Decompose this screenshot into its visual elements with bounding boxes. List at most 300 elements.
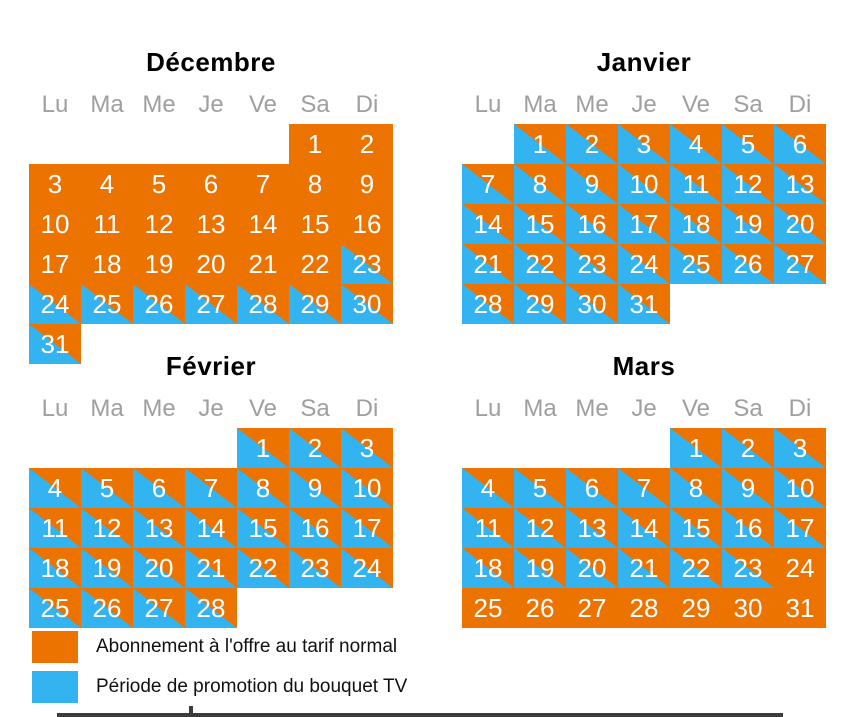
day-cell-promo bbox=[670, 164, 722, 204]
empty-cell bbox=[133, 428, 185, 468]
weekday-label: Ve bbox=[681, 395, 711, 422]
day-cell-promo bbox=[29, 588, 81, 628]
day-number: 22 bbox=[248, 553, 278, 583]
day-cell-promo bbox=[618, 124, 670, 164]
day-number: 7 bbox=[480, 169, 496, 199]
day-number: 17 bbox=[352, 513, 382, 543]
day-number: 14 bbox=[629, 513, 659, 543]
weekday-label: Ve bbox=[248, 91, 278, 118]
day-number: 28 bbox=[248, 289, 278, 319]
day-cell-promo bbox=[462, 548, 514, 588]
day-cell-promo bbox=[81, 508, 133, 548]
day-number: 8 bbox=[307, 169, 323, 199]
weekday-label: Di bbox=[355, 91, 379, 118]
empty-cell bbox=[237, 124, 289, 164]
day-number: 21 bbox=[248, 249, 278, 279]
day-number: 25 bbox=[40, 593, 70, 623]
day-cell-promo bbox=[133, 508, 185, 548]
month-title: Février bbox=[165, 351, 257, 381]
day-cell-promo bbox=[29, 468, 81, 508]
day-number: 17 bbox=[785, 513, 815, 543]
day-cell-promo bbox=[185, 284, 237, 324]
weekday-header bbox=[29, 396, 393, 422]
weekday-label: Me bbox=[142, 395, 176, 422]
day-number: 3 bbox=[47, 169, 63, 199]
day-cell-normal bbox=[185, 204, 237, 244]
empty-cell bbox=[185, 428, 237, 468]
weekday-label: Lu bbox=[41, 395, 69, 422]
normal-rate-swatch bbox=[32, 631, 78, 663]
day-number: 4 bbox=[480, 473, 496, 503]
day-cell-normal bbox=[81, 204, 133, 244]
day-number: 30 bbox=[352, 289, 382, 319]
day-number: 19 bbox=[92, 553, 122, 583]
empty-cell bbox=[566, 428, 618, 468]
day-number: 21 bbox=[196, 553, 226, 583]
day-number: 9 bbox=[307, 473, 323, 503]
day-number: 25 bbox=[92, 289, 122, 319]
day-number: 20 bbox=[577, 553, 607, 583]
weekday-label: Sa bbox=[300, 91, 330, 118]
day-number: 11 bbox=[41, 513, 69, 543]
day-cell-promo bbox=[341, 244, 393, 284]
day-cell-promo bbox=[341, 428, 393, 468]
day-cell-normal bbox=[133, 204, 185, 244]
day-cell-promo bbox=[722, 164, 774, 204]
day-number: 9 bbox=[359, 169, 375, 199]
day-number: 24 bbox=[40, 289, 70, 319]
day-cell-normal bbox=[237, 244, 289, 284]
day-number: 31 bbox=[40, 329, 70, 359]
day-number: 26 bbox=[92, 593, 122, 623]
day-number: 11 bbox=[474, 513, 502, 543]
weekday-label: Sa bbox=[300, 395, 330, 422]
day-number: 21 bbox=[473, 249, 503, 279]
day-number: 18 bbox=[40, 553, 70, 583]
day-cell-normal bbox=[185, 164, 237, 204]
day-number: 12 bbox=[144, 209, 174, 239]
day-cell-promo bbox=[341, 548, 393, 588]
day-cell-promo bbox=[514, 124, 566, 164]
day-cell-promo bbox=[289, 284, 341, 324]
day-cell-promo bbox=[618, 284, 670, 324]
day-cell-promo bbox=[514, 284, 566, 324]
day-number: 29 bbox=[525, 289, 555, 319]
day-cell-normal bbox=[514, 588, 566, 628]
day-number: 19 bbox=[525, 553, 555, 583]
weekday-label: Di bbox=[355, 395, 379, 422]
day-cell-promo bbox=[566, 468, 618, 508]
day-cell-promo bbox=[289, 468, 341, 508]
day-number: 28 bbox=[473, 289, 503, 319]
day-number: 13 bbox=[144, 513, 174, 543]
weekday-label: Ma bbox=[523, 395, 557, 422]
day-number: 20 bbox=[196, 249, 226, 279]
day-number: 8 bbox=[532, 169, 548, 199]
weekday-label: Di bbox=[788, 395, 812, 422]
day-number: 2 bbox=[359, 129, 375, 159]
legend-label-normal: Abonnement à l'offre au tarif normal bbox=[96, 636, 398, 657]
cropped-content-notch bbox=[189, 706, 193, 717]
day-cell-normal bbox=[462, 588, 514, 628]
weekday-header bbox=[462, 396, 826, 422]
day-cell-normal bbox=[237, 204, 289, 244]
day-cell-normal bbox=[29, 244, 81, 284]
day-number: 7 bbox=[636, 473, 652, 503]
weekday-label: Je bbox=[198, 91, 224, 118]
day-number: 31 bbox=[629, 289, 659, 319]
day-number: 24 bbox=[629, 249, 659, 279]
day-number: 23 bbox=[733, 553, 763, 583]
weekday-label: Ma bbox=[523, 91, 557, 118]
day-number: 1 bbox=[688, 433, 704, 463]
day-cell-promo bbox=[722, 468, 774, 508]
weekday-label: Je bbox=[198, 395, 224, 422]
empty-cell bbox=[462, 428, 514, 468]
day-number: 13 bbox=[577, 513, 607, 543]
weekday-header bbox=[29, 92, 393, 118]
day-cell-normal bbox=[722, 588, 774, 628]
day-number: 3 bbox=[636, 129, 652, 159]
day-cell-normal bbox=[341, 164, 393, 204]
calendar-january bbox=[462, 46, 826, 324]
day-cell-promo bbox=[133, 548, 185, 588]
day-number: 23 bbox=[577, 249, 607, 279]
day-number: 17 bbox=[40, 249, 70, 279]
day-cell-normal bbox=[618, 588, 670, 628]
day-number: 22 bbox=[300, 249, 330, 279]
day-cell-promo bbox=[514, 468, 566, 508]
day-cell-promo bbox=[722, 244, 774, 284]
day-cell-promo bbox=[237, 284, 289, 324]
day-cell-promo bbox=[670, 244, 722, 284]
day-number: 25 bbox=[681, 249, 711, 279]
day-number: 3 bbox=[359, 433, 375, 463]
day-number: 23 bbox=[300, 553, 330, 583]
day-number: 29 bbox=[681, 593, 711, 623]
day-number: 8 bbox=[688, 473, 704, 503]
weekday-label: Me bbox=[142, 91, 176, 118]
day-cell-promo bbox=[133, 588, 185, 628]
day-cell-promo bbox=[722, 204, 774, 244]
day-cell-promo bbox=[237, 468, 289, 508]
day-cell-promo bbox=[237, 508, 289, 548]
day-cell-promo bbox=[462, 284, 514, 324]
day-number: 24 bbox=[352, 553, 382, 583]
day-number: 12 bbox=[733, 169, 763, 199]
day-number: 12 bbox=[92, 513, 122, 543]
day-number: 10 bbox=[352, 473, 382, 503]
day-cell-normal bbox=[670, 588, 722, 628]
day-number: 4 bbox=[99, 169, 115, 199]
day-cell-promo bbox=[514, 164, 566, 204]
legend-row-promo bbox=[32, 671, 407, 703]
day-number: 14 bbox=[473, 209, 503, 239]
day-number: 26 bbox=[144, 289, 174, 319]
day-cell-promo bbox=[81, 468, 133, 508]
day-number: 6 bbox=[203, 169, 219, 199]
day-cell-promo bbox=[462, 244, 514, 284]
day-cell-promo bbox=[670, 508, 722, 548]
day-cell-promo bbox=[185, 548, 237, 588]
day-number: 30 bbox=[733, 593, 763, 623]
day-number: 15 bbox=[681, 513, 711, 543]
day-cell-normal bbox=[133, 164, 185, 204]
day-cell-promo bbox=[133, 284, 185, 324]
day-number: 6 bbox=[792, 129, 808, 159]
weekday-label: Ma bbox=[90, 395, 124, 422]
day-number: 4 bbox=[47, 473, 63, 503]
day-number: 27 bbox=[196, 289, 226, 319]
day-number: 16 bbox=[352, 209, 382, 239]
day-grid bbox=[462, 428, 826, 628]
empty-cell bbox=[514, 428, 566, 468]
day-number: 1 bbox=[307, 129, 323, 159]
weekday-label: Lu bbox=[41, 91, 69, 118]
day-cell-promo bbox=[514, 548, 566, 588]
day-cell-promo bbox=[618, 508, 670, 548]
day-cell-promo bbox=[29, 548, 81, 588]
day-cell-promo bbox=[774, 164, 826, 204]
day-number: 16 bbox=[577, 209, 607, 239]
day-cell-promo bbox=[774, 428, 826, 468]
calendar-march bbox=[462, 350, 826, 628]
day-number: 29 bbox=[300, 289, 330, 319]
day-grid bbox=[462, 124, 826, 324]
day-number: 15 bbox=[525, 209, 555, 239]
day-number: 27 bbox=[577, 593, 607, 623]
day-number: 6 bbox=[151, 473, 167, 503]
day-cell-promo bbox=[289, 548, 341, 588]
day-cell-normal bbox=[289, 124, 341, 164]
day-number: 7 bbox=[203, 473, 219, 503]
day-number: 19 bbox=[144, 249, 174, 279]
day-grid bbox=[29, 428, 393, 628]
calendar-december bbox=[29, 46, 393, 364]
day-cell-promo bbox=[566, 244, 618, 284]
day-number: 14 bbox=[196, 513, 226, 543]
day-cell-promo bbox=[722, 508, 774, 548]
day-cell-promo bbox=[670, 124, 722, 164]
day-number: 2 bbox=[584, 129, 600, 159]
day-number: 27 bbox=[144, 593, 174, 623]
day-cell-promo bbox=[566, 204, 618, 244]
day-number: 25 bbox=[473, 593, 503, 623]
day-number: 23 bbox=[352, 249, 382, 279]
day-cell-promo bbox=[341, 468, 393, 508]
weekday-label: Di bbox=[788, 91, 812, 118]
day-cell-promo bbox=[774, 468, 826, 508]
day-number: 22 bbox=[681, 553, 711, 583]
day-cell-promo bbox=[133, 468, 185, 508]
day-number: 8 bbox=[255, 473, 271, 503]
day-cell-promo bbox=[618, 468, 670, 508]
month-title: Janvier bbox=[596, 47, 692, 77]
day-cell-promo bbox=[341, 284, 393, 324]
day-cell-promo bbox=[462, 468, 514, 508]
day-cell-normal bbox=[289, 204, 341, 244]
day-number: 3 bbox=[792, 433, 808, 463]
empty-cell bbox=[133, 124, 185, 164]
day-cell-promo bbox=[566, 548, 618, 588]
day-number: 19 bbox=[733, 209, 763, 239]
day-number: 31 bbox=[785, 593, 815, 623]
day-number: 22 bbox=[525, 249, 555, 279]
day-cell-promo bbox=[81, 548, 133, 588]
day-number: 9 bbox=[740, 473, 756, 503]
day-cell-normal bbox=[289, 164, 341, 204]
day-number: 13 bbox=[785, 169, 815, 199]
day-cell-promo bbox=[341, 508, 393, 548]
promo-period-swatch bbox=[32, 671, 78, 703]
day-cell-promo bbox=[514, 508, 566, 548]
day-cell-promo bbox=[670, 204, 722, 244]
weekday-label: Lu bbox=[474, 395, 502, 422]
weekday-label: Ve bbox=[681, 91, 711, 118]
day-cell-promo bbox=[774, 124, 826, 164]
legend-label-promo: Période de promotion du bouquet TV bbox=[96, 676, 408, 697]
day-number: 17 bbox=[629, 209, 659, 239]
day-number: 11 bbox=[682, 169, 710, 199]
day-cell-normal bbox=[133, 244, 185, 284]
calendar-february bbox=[29, 350, 393, 628]
empty-cell bbox=[462, 124, 514, 164]
weekday-label: Me bbox=[575, 395, 609, 422]
day-number: 5 bbox=[99, 473, 115, 503]
day-number: 6 bbox=[584, 473, 600, 503]
day-number: 5 bbox=[740, 129, 756, 159]
empty-cell bbox=[29, 428, 81, 468]
day-cell-promo bbox=[670, 548, 722, 588]
legend-row-normal bbox=[32, 631, 407, 663]
day-number: 12 bbox=[525, 513, 555, 543]
day-number: 2 bbox=[307, 433, 323, 463]
day-number: 5 bbox=[151, 169, 167, 199]
day-cell-normal bbox=[237, 164, 289, 204]
cropped-content-edge bbox=[57, 713, 783, 717]
empty-cell bbox=[618, 428, 670, 468]
day-cell-promo bbox=[185, 588, 237, 628]
day-cell-promo bbox=[618, 204, 670, 244]
day-cell-promo bbox=[29, 284, 81, 324]
day-cell-promo bbox=[618, 164, 670, 204]
weekday-label: Sa bbox=[733, 91, 763, 118]
day-number: 10 bbox=[40, 209, 70, 239]
day-cell-promo bbox=[566, 124, 618, 164]
day-cell-promo bbox=[514, 244, 566, 284]
day-number: 20 bbox=[785, 209, 815, 239]
day-cell-normal bbox=[29, 204, 81, 244]
weekday-label: Ve bbox=[248, 395, 278, 422]
day-number: 11 bbox=[93, 209, 121, 239]
day-cell-promo bbox=[618, 548, 670, 588]
day-cell-promo bbox=[289, 428, 341, 468]
day-cell-promo bbox=[774, 204, 826, 244]
day-cell-promo bbox=[722, 428, 774, 468]
day-cell-promo bbox=[514, 204, 566, 244]
day-number: 5 bbox=[532, 473, 548, 503]
day-cell-promo bbox=[566, 164, 618, 204]
day-number: 1 bbox=[532, 129, 548, 159]
day-cell-normal bbox=[81, 244, 133, 284]
day-number: 26 bbox=[733, 249, 763, 279]
day-number: 15 bbox=[248, 513, 278, 543]
day-number: 18 bbox=[681, 209, 711, 239]
day-cell-promo bbox=[237, 428, 289, 468]
day-number: 16 bbox=[300, 513, 330, 543]
day-cell-normal bbox=[566, 588, 618, 628]
day-cell-normal bbox=[774, 548, 826, 588]
day-number: 15 bbox=[300, 209, 330, 239]
day-number: 16 bbox=[733, 513, 763, 543]
day-number: 14 bbox=[248, 209, 278, 239]
empty-cell bbox=[81, 124, 133, 164]
day-cell-promo bbox=[462, 204, 514, 244]
day-number: 24 bbox=[785, 553, 815, 583]
day-number: 28 bbox=[196, 593, 226, 623]
day-cell-promo bbox=[185, 468, 237, 508]
legend bbox=[32, 631, 407, 711]
day-number: 18 bbox=[92, 249, 122, 279]
empty-cell bbox=[29, 124, 81, 164]
day-cell-promo bbox=[618, 244, 670, 284]
day-cell-promo bbox=[81, 284, 133, 324]
day-cell-promo bbox=[774, 244, 826, 284]
day-number: 1 bbox=[255, 433, 271, 463]
day-number: 4 bbox=[688, 129, 704, 159]
day-number: 10 bbox=[629, 169, 659, 199]
day-number: 21 bbox=[629, 553, 659, 583]
empty-cell bbox=[185, 124, 237, 164]
day-cell-promo bbox=[566, 508, 618, 548]
day-cell-promo bbox=[462, 508, 514, 548]
day-cell-promo bbox=[774, 508, 826, 548]
day-cell-normal bbox=[29, 164, 81, 204]
day-cell-normal bbox=[341, 124, 393, 164]
day-number: 2 bbox=[740, 433, 756, 463]
day-grid bbox=[29, 124, 393, 364]
weekday-header bbox=[462, 92, 826, 118]
day-number: 30 bbox=[577, 289, 607, 319]
weekday-label: Ma bbox=[90, 91, 124, 118]
day-cell-promo bbox=[722, 548, 774, 588]
day-cell-normal bbox=[81, 164, 133, 204]
day-number: 26 bbox=[525, 593, 555, 623]
empty-cell bbox=[81, 428, 133, 468]
day-cell-normal bbox=[185, 244, 237, 284]
day-number: 7 bbox=[255, 169, 271, 199]
weekday-label: Sa bbox=[733, 395, 763, 422]
weekday-label: Me bbox=[575, 91, 609, 118]
month-title: Mars bbox=[612, 351, 676, 381]
day-number: 10 bbox=[785, 473, 815, 503]
day-cell-normal bbox=[289, 244, 341, 284]
day-cell-promo bbox=[670, 468, 722, 508]
day-number: 20 bbox=[144, 553, 174, 583]
day-cell-normal bbox=[774, 588, 826, 628]
day-cell-promo bbox=[566, 284, 618, 324]
day-cell-promo bbox=[670, 428, 722, 468]
weekday-label: Je bbox=[631, 395, 657, 422]
weekday-label: Lu bbox=[474, 91, 502, 118]
day-cell-promo bbox=[289, 508, 341, 548]
day-number: 9 bbox=[584, 169, 600, 199]
weekday-label: Je bbox=[631, 91, 657, 118]
day-number: 13 bbox=[196, 209, 226, 239]
day-cell-promo bbox=[29, 508, 81, 548]
day-number: 28 bbox=[629, 593, 659, 623]
day-cell-normal bbox=[341, 204, 393, 244]
